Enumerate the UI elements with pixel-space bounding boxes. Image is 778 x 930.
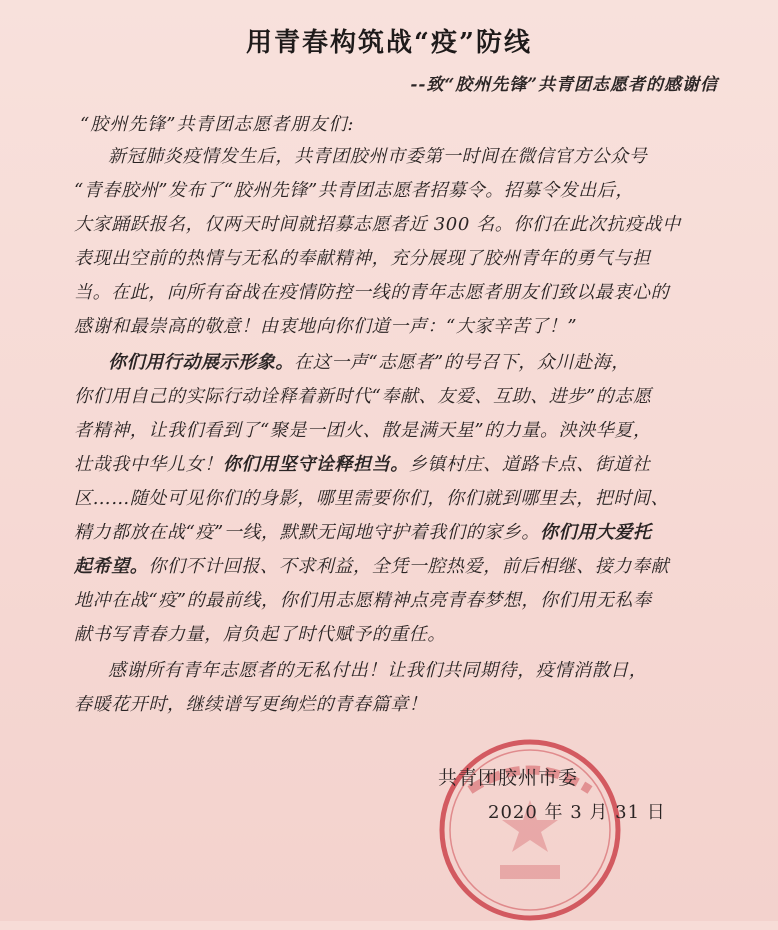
paragraph-2-text: 你们不计回报、不求利益，全凭一腔热爱，前后相继、接力奉献 xyxy=(148,556,670,577)
paragraph-2-line-1 xyxy=(108,346,768,380)
letter-date: 2020 年 3 月 31 日 xyxy=(488,802,666,823)
paragraph-1-line-6: 感谢和最崇高的敬意！由衷地向你们道一声：“大家辛苦了！” xyxy=(74,316,578,337)
letter-greeting: “胶州先锋”共青团志愿者朋友们: xyxy=(80,114,355,135)
paragraph-2-line-9: 献书写青春力量，肩负起了时代赋予的重任。 xyxy=(74,624,446,645)
paragraph-2-text: 在这一声“志愿者”的号召下，众川赴海， xyxy=(294,352,630,373)
paragraph-3-line-2: 春暖花开时，继续谱写更绚烂的青春篇章！ xyxy=(74,694,428,715)
letter-title: 用青春构筑战“疫”防线 xyxy=(246,28,532,58)
paragraph-1-line-5: 当。在此，向所有奋战在疫情防控一线的青年志愿者朋友们致以最衷心的 xyxy=(74,282,670,303)
paragraph-1-line-2: “青春胶州”发布了“胶州先锋”共青团志愿者招募令。招募令发出后， xyxy=(74,180,635,201)
official-seal-icon xyxy=(430,730,630,930)
paragraph-1-line-1: 新冠肺炎疫情发生后，共青团胶州市委第一时间在微信官方公众号 xyxy=(108,146,648,167)
signature-organization: 共青团胶州市委 xyxy=(438,767,579,789)
paragraph-1-line-4: 表现出空前的热情与无私的奉献精神，充分展现了胶州青年的勇气与担 xyxy=(74,248,651,269)
paragraph-2-line-5: 区……随处可见你们的身影，哪里需要你们，你们就到哪里去，把时间、 xyxy=(74,488,670,509)
paragraph-2-line-3: 者精神，让我们看到了“聚是一团火、散是满天星”的力量。泱泱华夏， xyxy=(74,420,652,441)
bold-phrase-action: 你们用行动展示形象。 xyxy=(108,352,294,373)
paragraph-2-text: 壮哉我中华儿女！ xyxy=(74,454,223,475)
bold-phrase-persistence: 你们用坚守诠释担当。 xyxy=(222,454,409,475)
bold-phrase-love: 你们用大爱托 xyxy=(540,522,652,543)
paragraph-2-line-8: 地冲在战“疫”的最前线，你们用志愿精神点亮青春梦想，你们用无私奉 xyxy=(74,590,652,611)
paragraph-3-line-1: 感谢所有青年志愿者的无私付出！让我们共同期待，疫情消散日， xyxy=(108,660,648,681)
paragraph-2-text: 乡镇村庄、道路卡点、街道社 xyxy=(408,454,651,475)
letter-subtitle: --致“胶州先锋”共青团志愿者的感谢信 xyxy=(410,75,718,95)
paragraph-2-line-2: 你们用自己的实际行动诠释着新时代“奉献、友爱、互助、进步”的志愿 xyxy=(74,386,652,407)
bold-phrase-hope: 起希望。 xyxy=(74,556,149,577)
paragraph-2-text: 精力都放在战“疫”一线，默默无闻地守护着我们的家乡。 xyxy=(74,522,541,543)
paragraph-2-line-7 xyxy=(74,550,734,584)
paragraph-1-line-3: 大家踊跃报名，仅两天时间就招募志愿者近 300 名。你们在此次抗疫战中 xyxy=(74,214,681,235)
paragraph-2-line-4 xyxy=(74,448,734,482)
paragraph-2-line-6 xyxy=(74,516,734,550)
